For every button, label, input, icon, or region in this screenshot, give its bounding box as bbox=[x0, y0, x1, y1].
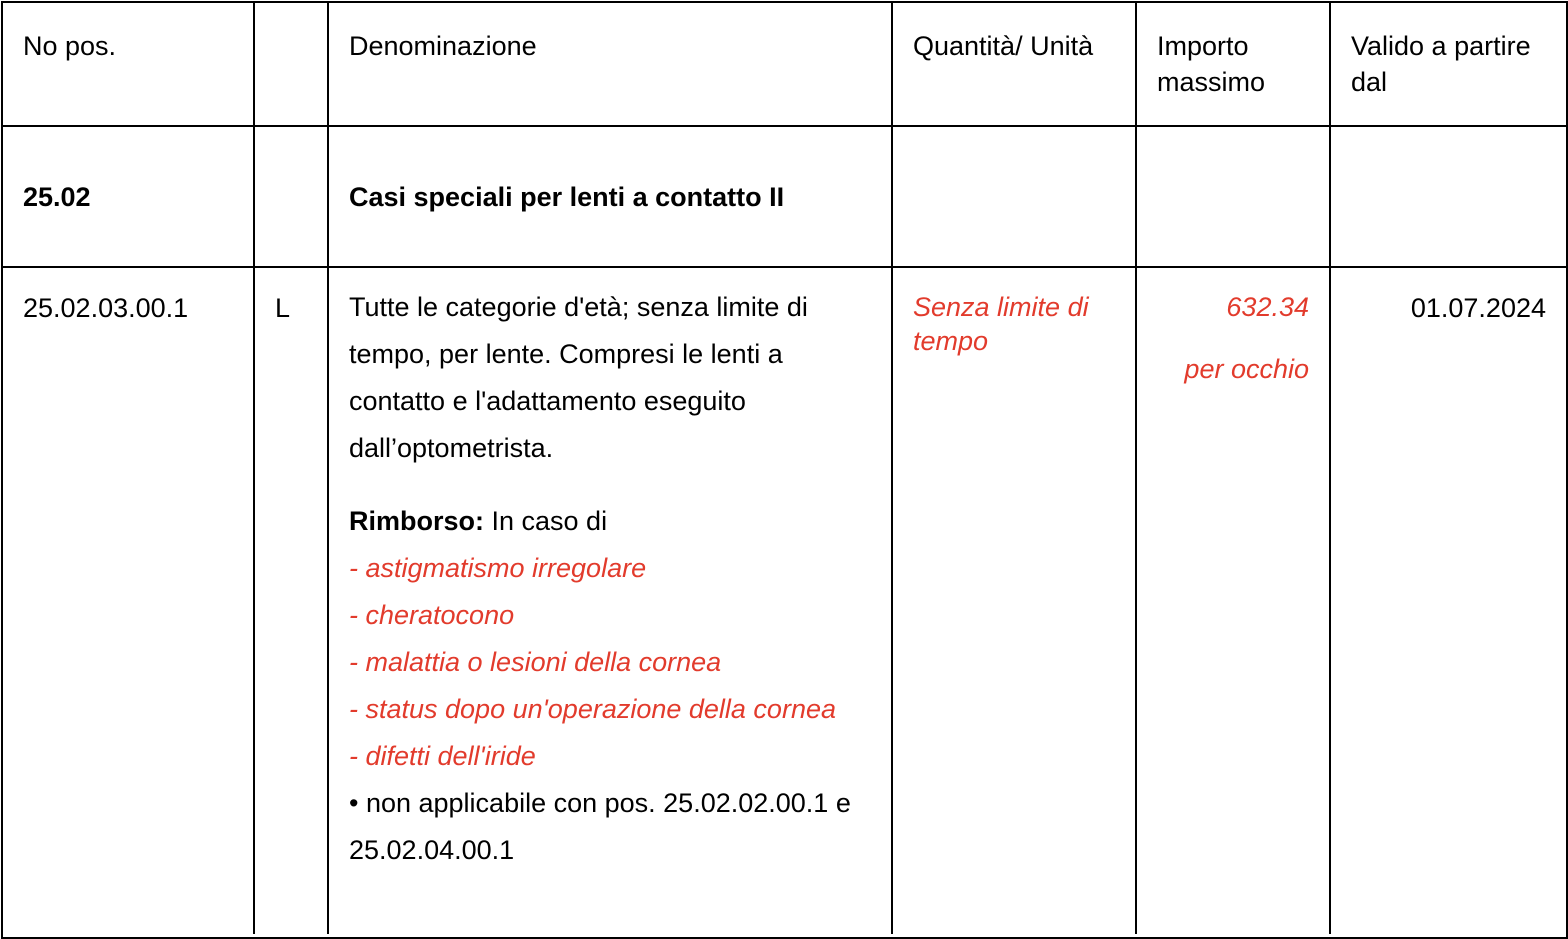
condition-item: - astigmatismo irregolare bbox=[349, 553, 647, 583]
header-valido: Valido a partire dal bbox=[1330, 3, 1566, 126]
section-type bbox=[254, 126, 328, 267]
header-quantita: Quantità/ Unità bbox=[892, 3, 1136, 126]
rimborso-label: Rimborso: bbox=[349, 506, 484, 536]
table-row bbox=[3, 267, 1566, 934]
item-note: • non applicabile con pos. 25.02.02.00.1 e 25.02.04.00.1 bbox=[349, 788, 851, 865]
item-description: Tutte le categorie d'età; senza limite di tempo, per lente. Compresi le lenti a contatto e l'adattamento eseguito dall’optometrista. bbox=[349, 292, 808, 463]
condition-item: - cheratocono bbox=[349, 600, 515, 630]
positions-table-frame bbox=[1, 1, 1568, 939]
item-description-cell bbox=[328, 267, 892, 934]
rimborso-intro: In caso di bbox=[484, 506, 608, 536]
header-type bbox=[254, 3, 328, 126]
item-amount-unit: per occhio bbox=[1184, 354, 1309, 384]
condition-item: - status dopo un'operazione della cornea bbox=[349, 694, 836, 724]
item-valid-from: 01.07.2024 bbox=[1410, 293, 1546, 323]
item-quantity: Senza limite di tempo bbox=[913, 292, 1089, 356]
condition-item: - difetti dell'iride bbox=[349, 741, 536, 771]
item-type: L bbox=[254, 267, 328, 934]
table-header-row bbox=[3, 3, 1566, 126]
section-valido bbox=[1330, 126, 1566, 267]
header-denominazione: Denominazione bbox=[328, 3, 892, 126]
section-importo bbox=[1136, 126, 1330, 267]
item-amount: 632.34 bbox=[1226, 292, 1309, 322]
item-amount-cell bbox=[1136, 267, 1330, 934]
item-valid-from-cell bbox=[1330, 267, 1566, 934]
condition-item: - malattia o lesioni della cornea bbox=[349, 647, 722, 677]
header-importo: Importo massimo bbox=[1136, 3, 1330, 126]
rimborso-line bbox=[349, 498, 871, 545]
item-quantity-cell bbox=[892, 267, 1136, 934]
header-no-pos: No pos. bbox=[3, 3, 254, 126]
section-no-pos: 25.02 bbox=[3, 126, 254, 267]
section-title: Casi speciali per lenti a contatto II bbox=[328, 126, 892, 267]
section-row bbox=[3, 126, 1566, 267]
section-quantita bbox=[892, 126, 1136, 267]
positions-table bbox=[3, 3, 1566, 934]
item-no-pos: 25.02.03.00.1 bbox=[3, 267, 254, 934]
